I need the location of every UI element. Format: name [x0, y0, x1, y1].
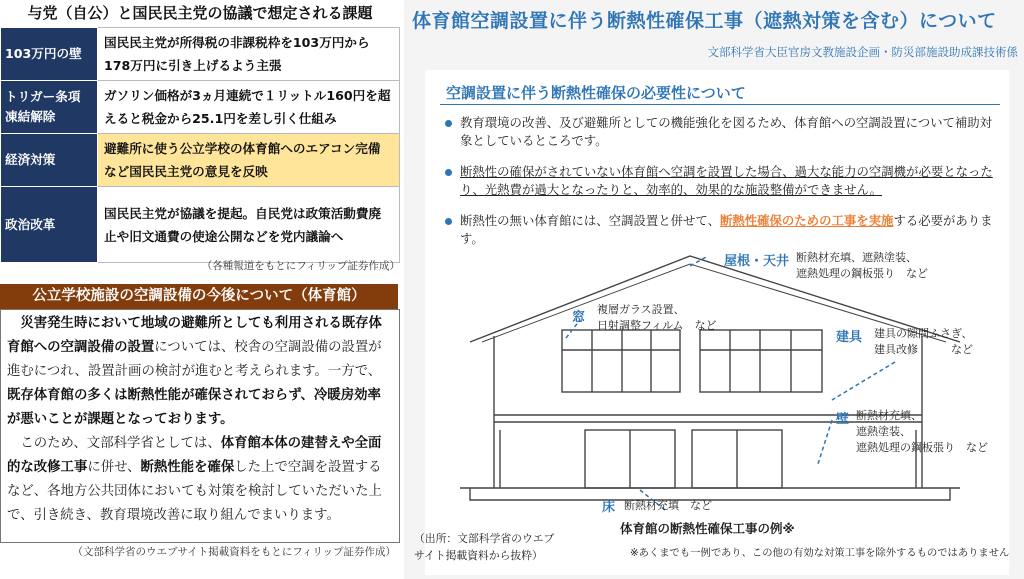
desc-line: 複層ガラス設置、: [597, 303, 685, 316]
fixture-description: [874, 326, 973, 358]
row-key: 103万円の壁: [1, 28, 98, 81]
fixture-label: 建具: [836, 330, 863, 345]
wall-pointer: [818, 420, 832, 464]
bullet-text: 教育環境の改善、及び避難所としての機能強化を図るため、体育館への空調設置について補助対象としているところです。: [460, 115, 993, 148]
bullet-text: 断熱性の確保がされていない体育館へ空調を設置した場合、過大な能力の空調機が必要となったり、光熱費が過大となったりと、効率的、効果的な施設整備ができません。: [460, 164, 993, 197]
desc-line: 遮熱塗装、: [856, 425, 911, 438]
table-row: [1, 28, 400, 81]
floor-description: 断熱材充填 など: [624, 499, 712, 512]
source-line: サイト掲載資料から抜粋）: [414, 549, 543, 562]
row-key: トリガー条項凍結解除: [1, 81, 98, 134]
subtitle-divider: [440, 104, 1000, 105]
window-right: [700, 330, 822, 392]
row-value: 国民民主党が協議を提起。自民党は政策活動費廃止や旧文通費の使途公開などを党内議論へ: [98, 187, 400, 263]
bullet-icon: [445, 218, 452, 225]
roof-label: 屋根・天井: [724, 254, 790, 269]
diagram-note: ※あくまでも一例であり、この他の有効な対策工事を除外するものではありません: [630, 547, 1010, 559]
wall-description: [856, 408, 988, 456]
roof-description: [796, 250, 928, 282]
bold-text: 体育館本体の建替えや全面的な改修工事: [7, 436, 382, 475]
desc-line: 建具の隙間ふさぎ、: [874, 327, 973, 340]
floor-label: 床: [602, 500, 616, 515]
desc-line: 遮熱処理の鋼板張り など: [796, 267, 928, 280]
right-source: [414, 530, 554, 564]
row-key: 経済対策: [1, 134, 98, 187]
bullet-icon: [445, 120, 452, 127]
diagram-caption: 体育館の断熱性確保工事の例※: [620, 521, 795, 536]
bold-text: 災害発生時において地域の避難所としても利用される既存体育館への空調設備の設置: [7, 316, 382, 355]
body-text: に併せ、: [87, 460, 141, 475]
table-row: [1, 81, 400, 134]
table-title: 与党（自公）と国民民主党の協議で想定される課題: [27, 4, 373, 22]
bullet-icon: [445, 169, 452, 176]
box-paragraph: [7, 432, 393, 528]
body-text: このため、文部科学省としては、: [20, 436, 221, 451]
body-text: については、校舎の空調設備の設置が進むにつれ、設置計画の検討が進むと考えられます。一方で、: [7, 340, 382, 379]
panel-title: 体育館空調設置に伴う断熱性確保工事（遮熱対策を含む）について: [412, 10, 997, 32]
body-text: 断熱性の無い体育館には、空調設置と併せて、: [460, 213, 720, 228]
bullet-text: [460, 212, 995, 248]
bullet-item: [445, 212, 995, 248]
desc-line: 断熱材充填、: [856, 409, 922, 422]
source-line: （出所：文部科学省のウエブ: [414, 532, 555, 545]
box-paragraph: [7, 312, 393, 432]
table-row: [1, 187, 400, 263]
table-source: （各種報道をもとにフィリップ証券作成）: [201, 260, 400, 272]
row-key: 政治改革: [1, 187, 98, 263]
bullet-item: [445, 114, 995, 150]
box-body: [0, 309, 400, 543]
wall-label: 壁: [836, 412, 850, 427]
desc-line: 建具改修 など: [874, 343, 973, 356]
highlight-text: 断熱性確保のための工事を実施: [719, 213, 894, 228]
body-text: する必要があります。: [460, 213, 993, 246]
gym-diagram: [440, 250, 1000, 520]
box-source: （文部科学省のウエブサイト掲載資料をもとにフィリップ証券作成）: [72, 546, 396, 558]
issues-table: [0, 27, 400, 263]
window-left: [562, 330, 680, 392]
table-row: [1, 134, 400, 187]
box-title: 公立学校施設の空調設備の今後について（体育館）: [0, 284, 398, 309]
row-value: 国民民主党が所得税の非課税枠を103万円から178万円に引き上げるよう主張: [98, 28, 400, 81]
section-subtitle: 空調設置に伴う断熱性確保の必要性について: [446, 84, 746, 102]
row-value: ガソリン価格が3ヵ月連続で１リットル160円を超えると税金から25.1円を差し引く仕組み: [98, 81, 400, 134]
desc-line: 断熱材充填、遮熱塗装、: [796, 251, 917, 264]
bullet-item: [445, 163, 995, 199]
window-description: [597, 302, 717, 334]
fixture-pointer: [832, 362, 895, 400]
organization-label: 文部科学省大臣官房文教施設企画・防災部施設助成課技術係: [707, 45, 1018, 59]
body-text: した上で空調を設置するなど、各地方公共団体においても対策を検討していただいた上で、引き続き、教育環境改善に取り組んでまいります。: [7, 460, 382, 523]
desc-line: 日射調整フィルム など: [597, 319, 717, 332]
window-label: 窓: [572, 310, 586, 325]
desc-line: 遮熱処理の鋼板張り など: [856, 441, 988, 454]
bold-text: 断熱性能を確保: [140, 460, 235, 475]
bold-text: 既存体育館の多くは断熱性能が確保されておらず、冷暖房効率が悪いことが課題となっております。: [7, 388, 381, 427]
row-value: 避難所に使う公立学校の体育館へのエアコン完備など国民民主党の意見を反映: [98, 134, 400, 187]
